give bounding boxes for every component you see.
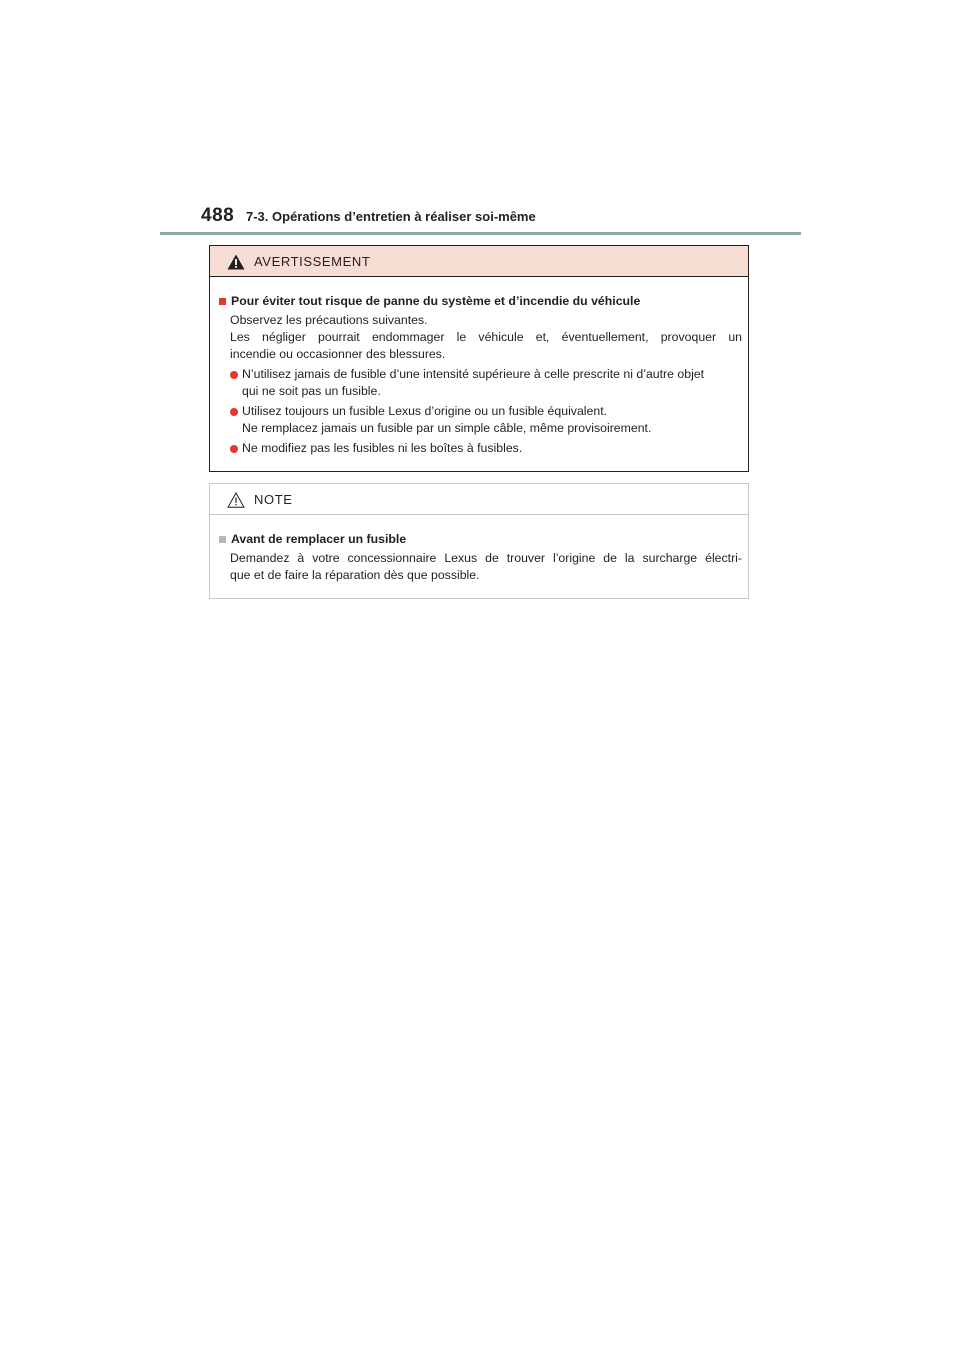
round-bullet-icon bbox=[230, 408, 238, 416]
note-body bbox=[210, 515, 748, 584]
round-bullet-icon bbox=[230, 371, 238, 379]
warning-body bbox=[210, 277, 748, 457]
intro-line: Observez les précautions suivantes. bbox=[230, 313, 428, 327]
round-bullet-icon bbox=[230, 445, 238, 453]
note-heading bbox=[218, 531, 742, 548]
bullet-line: Ne remplacez jamais un fusible par un simple câble, même provisoirement. bbox=[242, 421, 652, 435]
note-label: NOTE bbox=[254, 492, 293, 507]
warning-box bbox=[209, 245, 749, 472]
intro-line: incendie ou occasionner des blessures. bbox=[230, 347, 446, 361]
warning-heading bbox=[218, 293, 742, 310]
warning-header bbox=[210, 246, 748, 277]
caution-outline-icon bbox=[227, 492, 245, 508]
warning-triangle-icon bbox=[227, 254, 245, 270]
note-header bbox=[210, 484, 748, 515]
note-line: que et de faire la réparation dès que possible. bbox=[230, 568, 480, 582]
warning-intro bbox=[218, 312, 742, 363]
intro-line: Les négliger pourrait endommager le véhicule et, éventuellement, provoquer un bbox=[230, 330, 742, 344]
warning-label: AVERTISSEMENT bbox=[254, 254, 371, 269]
square-bullet-icon bbox=[219, 298, 226, 305]
note-text bbox=[218, 550, 742, 584]
warning-bullet bbox=[218, 403, 742, 437]
bullet-line: N’utilisez jamais de fusible d’une intensité supérieure à celle prescrite ni d’autre objet bbox=[242, 367, 705, 381]
page-number: 488 bbox=[201, 205, 235, 226]
bullet-line: qui ne soit pas un fusible. bbox=[242, 384, 381, 398]
page-header bbox=[201, 205, 801, 235]
note-heading-text: Avant de remplacer un fusible bbox=[231, 532, 407, 546]
note-box bbox=[209, 483, 749, 599]
note-line: Demandez à votre concessionnaire Lexus de trouver l’origine de la surcharge électri- bbox=[230, 551, 742, 565]
warning-bullet bbox=[218, 366, 742, 400]
header-divider bbox=[160, 232, 801, 235]
bullet-line: Ne modifiez pas les fusibles ni les boîtes à fusibles. bbox=[242, 441, 523, 455]
warning-bullet bbox=[218, 440, 742, 457]
warning-heading-text: Pour éviter tout risque de panne du système et d’incendie du véhicule bbox=[231, 294, 641, 308]
square-bullet-icon bbox=[219, 536, 226, 543]
chapter-title: 7-3. Opérations d’entretien à réaliser soi-même bbox=[246, 209, 536, 224]
bullet-line: Utilisez toujours un fusible Lexus d’origine ou un fusible équivalent. bbox=[242, 404, 608, 418]
